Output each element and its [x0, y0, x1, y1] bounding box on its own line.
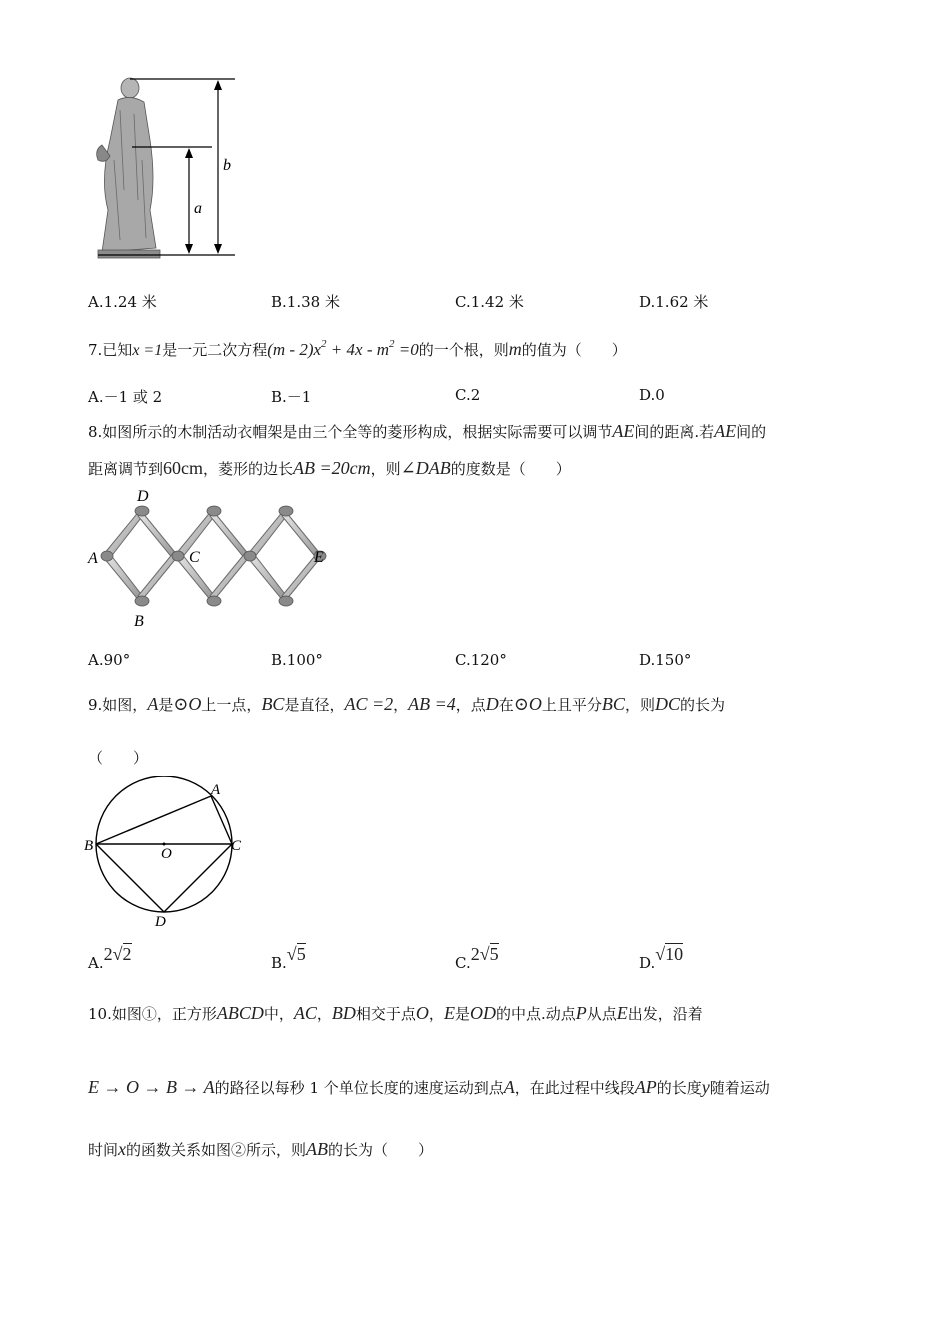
q7-condition: x =1 — [132, 342, 163, 359]
q8-option-d[interactable]: D.150° — [639, 651, 692, 669]
statue-figure — [90, 70, 250, 265]
rack-label-e: E — [314, 549, 324, 566]
rack-bars — [104, 510, 322, 602]
q6-option-c[interactable]: C.1.42 米 — [455, 293, 524, 311]
q10-stem-line1: 10.如图①，正方形ABCD中，AC，BD相交于点O，E是OD的中点.动点P从点E出发，沿着 — [88, 1003, 703, 1023]
q10-path: E → O → B → A — [88, 1077, 215, 1097]
q7-stem: 7.已知x =1是一元二次方程$(m - 2)x^2 + 4x - m^2 =0$的一个根，则m的值为（ ） — [88, 338, 627, 359]
q10-stem-line2: E → O → B → A的路径以每秒 1 个单位长度的速度运动到点A，在此过程中线段AP的长度y随着运动 — [88, 1077, 770, 1097]
q7-equation: $(m - 2)x^2 + 4x - m^2 =0$ — [267, 338, 419, 359]
label-b: b — [223, 157, 231, 174]
q9-option-c[interactable]: C.2√5 — [455, 944, 499, 972]
statue-silhouette — [97, 78, 160, 258]
rack-label-a: A — [88, 550, 98, 567]
circle-label-d: D — [155, 914, 166, 928]
q9-option-a[interactable]: A.2√2 — [88, 944, 132, 972]
label-a: a — [194, 200, 202, 217]
coat-rack-figure — [86, 486, 336, 632]
q7-option-d[interactable]: D.0 — [639, 386, 665, 404]
q8-stem-line1: 8.如图所示的木制活动衣帽架是由三个全等的菱形构成，根据实际需要可以调节AE间的距离.若AE间的 — [88, 421, 767, 441]
circle-label-b: B — [84, 838, 94, 854]
q7-option-b[interactable]: B.－1 — [271, 388, 312, 406]
rack-label-d: D — [137, 488, 149, 505]
q7-option-a[interactable]: A.－1 或 2 — [88, 388, 163, 406]
rack-label-b: B — [134, 613, 144, 630]
q9-arc-bc: BC — [601, 694, 625, 714]
q9-option-b[interactable]: B.√5 — [271, 944, 306, 972]
circle-label-a: A — [211, 782, 221, 798]
q8-stem-line2: 距离调节到60cm，菱形的边长AB =20cm，则∠DAB的度数是（ ） — [88, 458, 571, 478]
circle-figure — [84, 776, 254, 928]
q6-option-a[interactable]: A.1.24 米 — [88, 293, 157, 311]
circle-label-c: C — [231, 838, 242, 854]
q10-stem-line3: 时间x的函数关系如图②所示，则AB的长为（ ） — [88, 1139, 434, 1159]
q7-option-c[interactable]: C.2 — [455, 386, 481, 404]
q9-stem: 9.如图，A是⊙O上一点，BC是直径，AC =2，AB =4，点D在⊙O上且平分BC，则DC的长为 — [88, 694, 725, 714]
q8-option-a[interactable]: A.90° — [88, 651, 131, 669]
q8-option-b[interactable]: B.100° — [271, 651, 323, 669]
rack-label-c: C — [189, 549, 200, 566]
q8-option-c[interactable]: C.120° — [455, 651, 507, 669]
q9-option-d[interactable]: D.√10 — [639, 944, 684, 972]
q6-option-d[interactable]: D.1.62 米 — [639, 293, 709, 311]
q6-option-b[interactable]: B.1.38 米 — [271, 293, 340, 311]
circle-label-o: O — [161, 846, 172, 862]
q9-paren: （ ） — [88, 749, 149, 767]
